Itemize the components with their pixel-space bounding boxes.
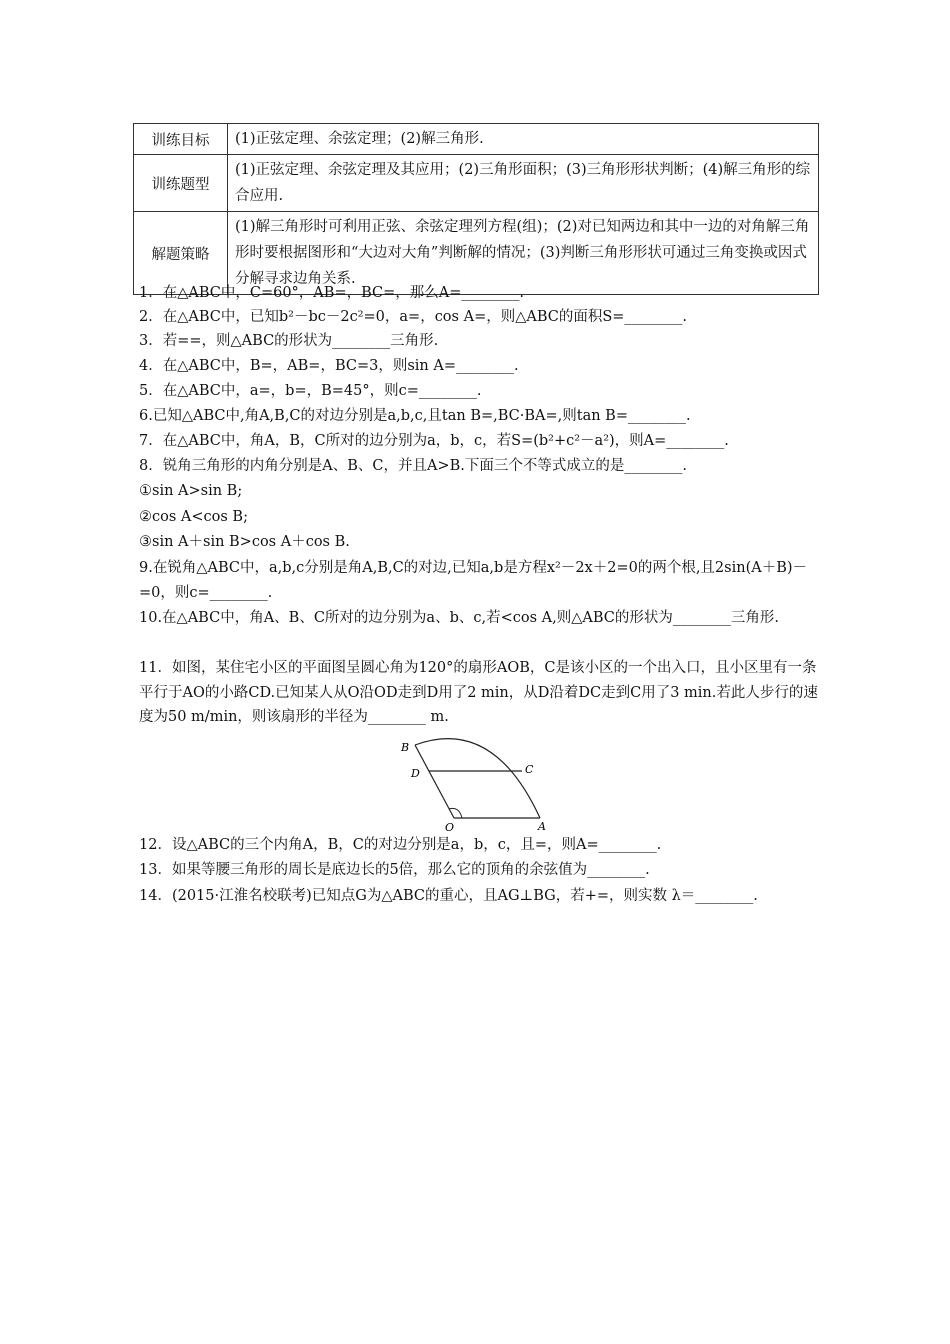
row-label: 训练题型 xyxy=(134,155,228,212)
row-label: 训练目标 xyxy=(134,124,228,155)
question-10: 10.在△ABC中，角A、B、C所对的边分别为a、b、c,若<cos A,则△ABC的形状为________三角形. xyxy=(139,610,779,626)
question-13: 13．如果等腰三角形的周长是底边长的5倍，那么它的顶角的余弦值为________. xyxy=(139,862,650,878)
question-14: 14．(2015·江淮名校联考)已知点G为△ABC的重心，且AG⊥BG，若+=，则实数 λ＝________. xyxy=(139,888,758,904)
sector-figure xyxy=(393,734,553,834)
arc-ab xyxy=(415,739,540,818)
label-d: D xyxy=(411,767,420,780)
segment-ob xyxy=(415,745,454,818)
sector-diagram xyxy=(393,734,553,834)
training-info-table xyxy=(133,123,819,295)
table-row xyxy=(134,124,819,155)
option-3: ③sin A＋sin B>cos A＋cos B. xyxy=(139,534,350,550)
label-o: O xyxy=(445,821,455,834)
question-4: 4．在△ABC中，B=，AB=，BC=3，则sin A=________. xyxy=(139,358,519,374)
question-7: 7．在△ABC中，角A，B，C所对的边分别为a，b，c，若S=(b²+c²－a²)，则A=________. xyxy=(139,433,729,449)
option-2: ②cos A<cos B; xyxy=(139,509,248,525)
row-content: (1)正弦定理、余弦定理；(2)解三角形. xyxy=(228,124,819,155)
table-row xyxy=(134,155,819,212)
row-label: 解题策略 xyxy=(134,212,228,295)
question-3: 3．若==，则△ABC的形状为________三角形. xyxy=(139,333,439,349)
question-2: 2．在△ABC中，已知b²－bc－2c²=0，a=，cos A=，则△ABC的面积S=________. xyxy=(139,309,688,325)
question-11: 11．如图，某住宅小区的平面图呈圆心角为120°的扇形AOB，C是该小区的一个出入口，且小区里有一条平行于AO的小路CD.已知某人从O沿OD走到D用了2 min，从D沿着DC走到C用了3 min.若此人步行的速度为50 m/min，则该扇形的半径为________ m. xyxy=(139,660,818,725)
label-b: B xyxy=(401,741,410,754)
question-1: 1．在△ABC中，C=60°，AB=，BC=，那么A=________. xyxy=(139,285,524,301)
label-a: A xyxy=(538,820,546,833)
row-content: (1)正弦定理、余弦定理及其应用；(2)三角形面积；(3)三角形形状判断；(4)解三角形的综合应用. xyxy=(228,155,819,212)
question-6: 6.已知△ABC中,角A,B,C的对边分别是a,b,c,且tan B=,BC·BA=,则tan B=________. xyxy=(139,408,691,424)
question-5: 5．在△ABC中，a=，b=，B=45°，则c=________. xyxy=(139,383,482,399)
row-content: (1)解三角形时可利用正弦、余弦定理列方程(组)；(2)对已知两边和其中一边的对角解三角形时要根据图形和“大边对大角”判断解的情况；(3)判断三角形形状可通过三角变换或因式分解寻求边角关系. xyxy=(228,212,819,295)
question-12: 12．设△ABC的三个内角A，B，C的对边分别是a，b，c，且=，则A=________. xyxy=(139,837,662,853)
question-9: 9.在锐角△ABC中，a,b,c分别是角A,B,C的对边,已知a,b是方程x²－2x＋2=0的两个根,且2sin(A＋B)－=0，则c=________. xyxy=(139,560,808,601)
label-c: C xyxy=(525,763,534,776)
question-8: 8．锐角三角形的内角分别是A、B、C，并且A>B.下面三个不等式成立的是________. xyxy=(139,458,687,474)
option-1: ①sin A>sin B; xyxy=(139,483,243,499)
